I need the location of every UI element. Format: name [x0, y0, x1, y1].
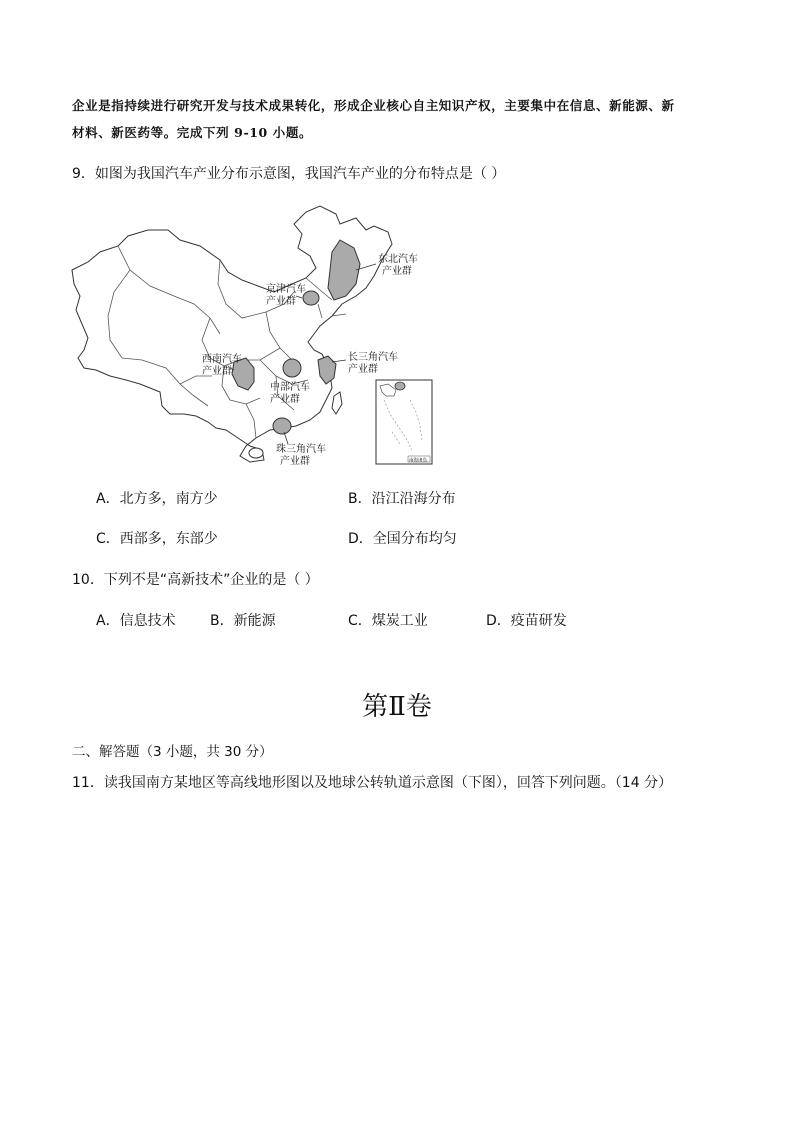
- intro-paragraph: [72, 92, 722, 146]
- central-label-2: 产业群: [270, 394, 300, 405]
- taiwan-outline: [332, 392, 342, 414]
- q9-option-a[interactable]: A．北方多，南方少: [96, 491, 218, 507]
- china-auto-industry-map: [70, 200, 440, 470]
- question-10-stem: 10．下列不是“高新技术”企业的是（ ）: [72, 572, 319, 588]
- question-11-stem: 11．读我国南方某地区等高线地形图以及地球公转轨道示意图（下图），回答下列问题。（14 分）: [72, 775, 673, 791]
- southwest-label-1: 西南汽车: [202, 354, 242, 365]
- q9-option-d[interactable]: D．全国分布均匀: [348, 531, 457, 547]
- pearl-label-2: 产业群: [280, 456, 310, 467]
- pearl-label-1: 珠三角汽车: [276, 444, 326, 455]
- inset-label: 南海诸岛: [409, 458, 427, 464]
- jingjin-label-2: 产业群: [266, 296, 296, 307]
- q10-option-a[interactable]: A．信息技术: [96, 613, 176, 629]
- southwest-label-2: 产业群: [202, 366, 232, 377]
- jingjin-label-1: 京津汽车: [266, 284, 306, 295]
- pearl-cluster: [273, 418, 291, 434]
- q10-option-b[interactable]: B．新能源: [210, 613, 276, 629]
- q9-option-c[interactable]: C．西部多，东部少: [96, 531, 218, 547]
- part-2-title: 第Ⅱ卷: [362, 692, 432, 722]
- q10-option-d[interactable]: D．疫苗研发: [486, 613, 567, 629]
- yangtze-label-1: 长三角汽车: [348, 352, 398, 363]
- q9-option-b[interactable]: B．沿江沿海分布: [348, 491, 456, 507]
- central-label-1: 中部汽车: [270, 382, 310, 393]
- section-heading: 二、解答题（3 小题，共 30 分）: [72, 744, 273, 760]
- yangtze-leader: [332, 360, 346, 362]
- central-cluster: [283, 359, 301, 377]
- q10-option-c[interactable]: C．煤炭工业: [348, 613, 428, 629]
- yangtze-label-2: 产业群: [348, 364, 378, 375]
- question-9-stem: 9．如图为我国汽车产业分布示意图，我国汽车产业的分布特点是（ ）: [72, 166, 506, 182]
- intro-line-2: 材料、新医药等。完成下列 9-10 小题。: [72, 125, 313, 140]
- south-china-sea-inset: [376, 380, 432, 464]
- northeast-label-1: 东北汽车: [378, 254, 418, 265]
- northeast-label-2: 产业群: [382, 266, 412, 277]
- intro-line-1: 企业是指持续进行研究开发与技术成果转化，形成企业核心自主知识产权，主要集中在信息、新能源、新: [72, 98, 675, 113]
- hainan-outline: [249, 448, 263, 458]
- pearl-leader: [284, 432, 288, 444]
